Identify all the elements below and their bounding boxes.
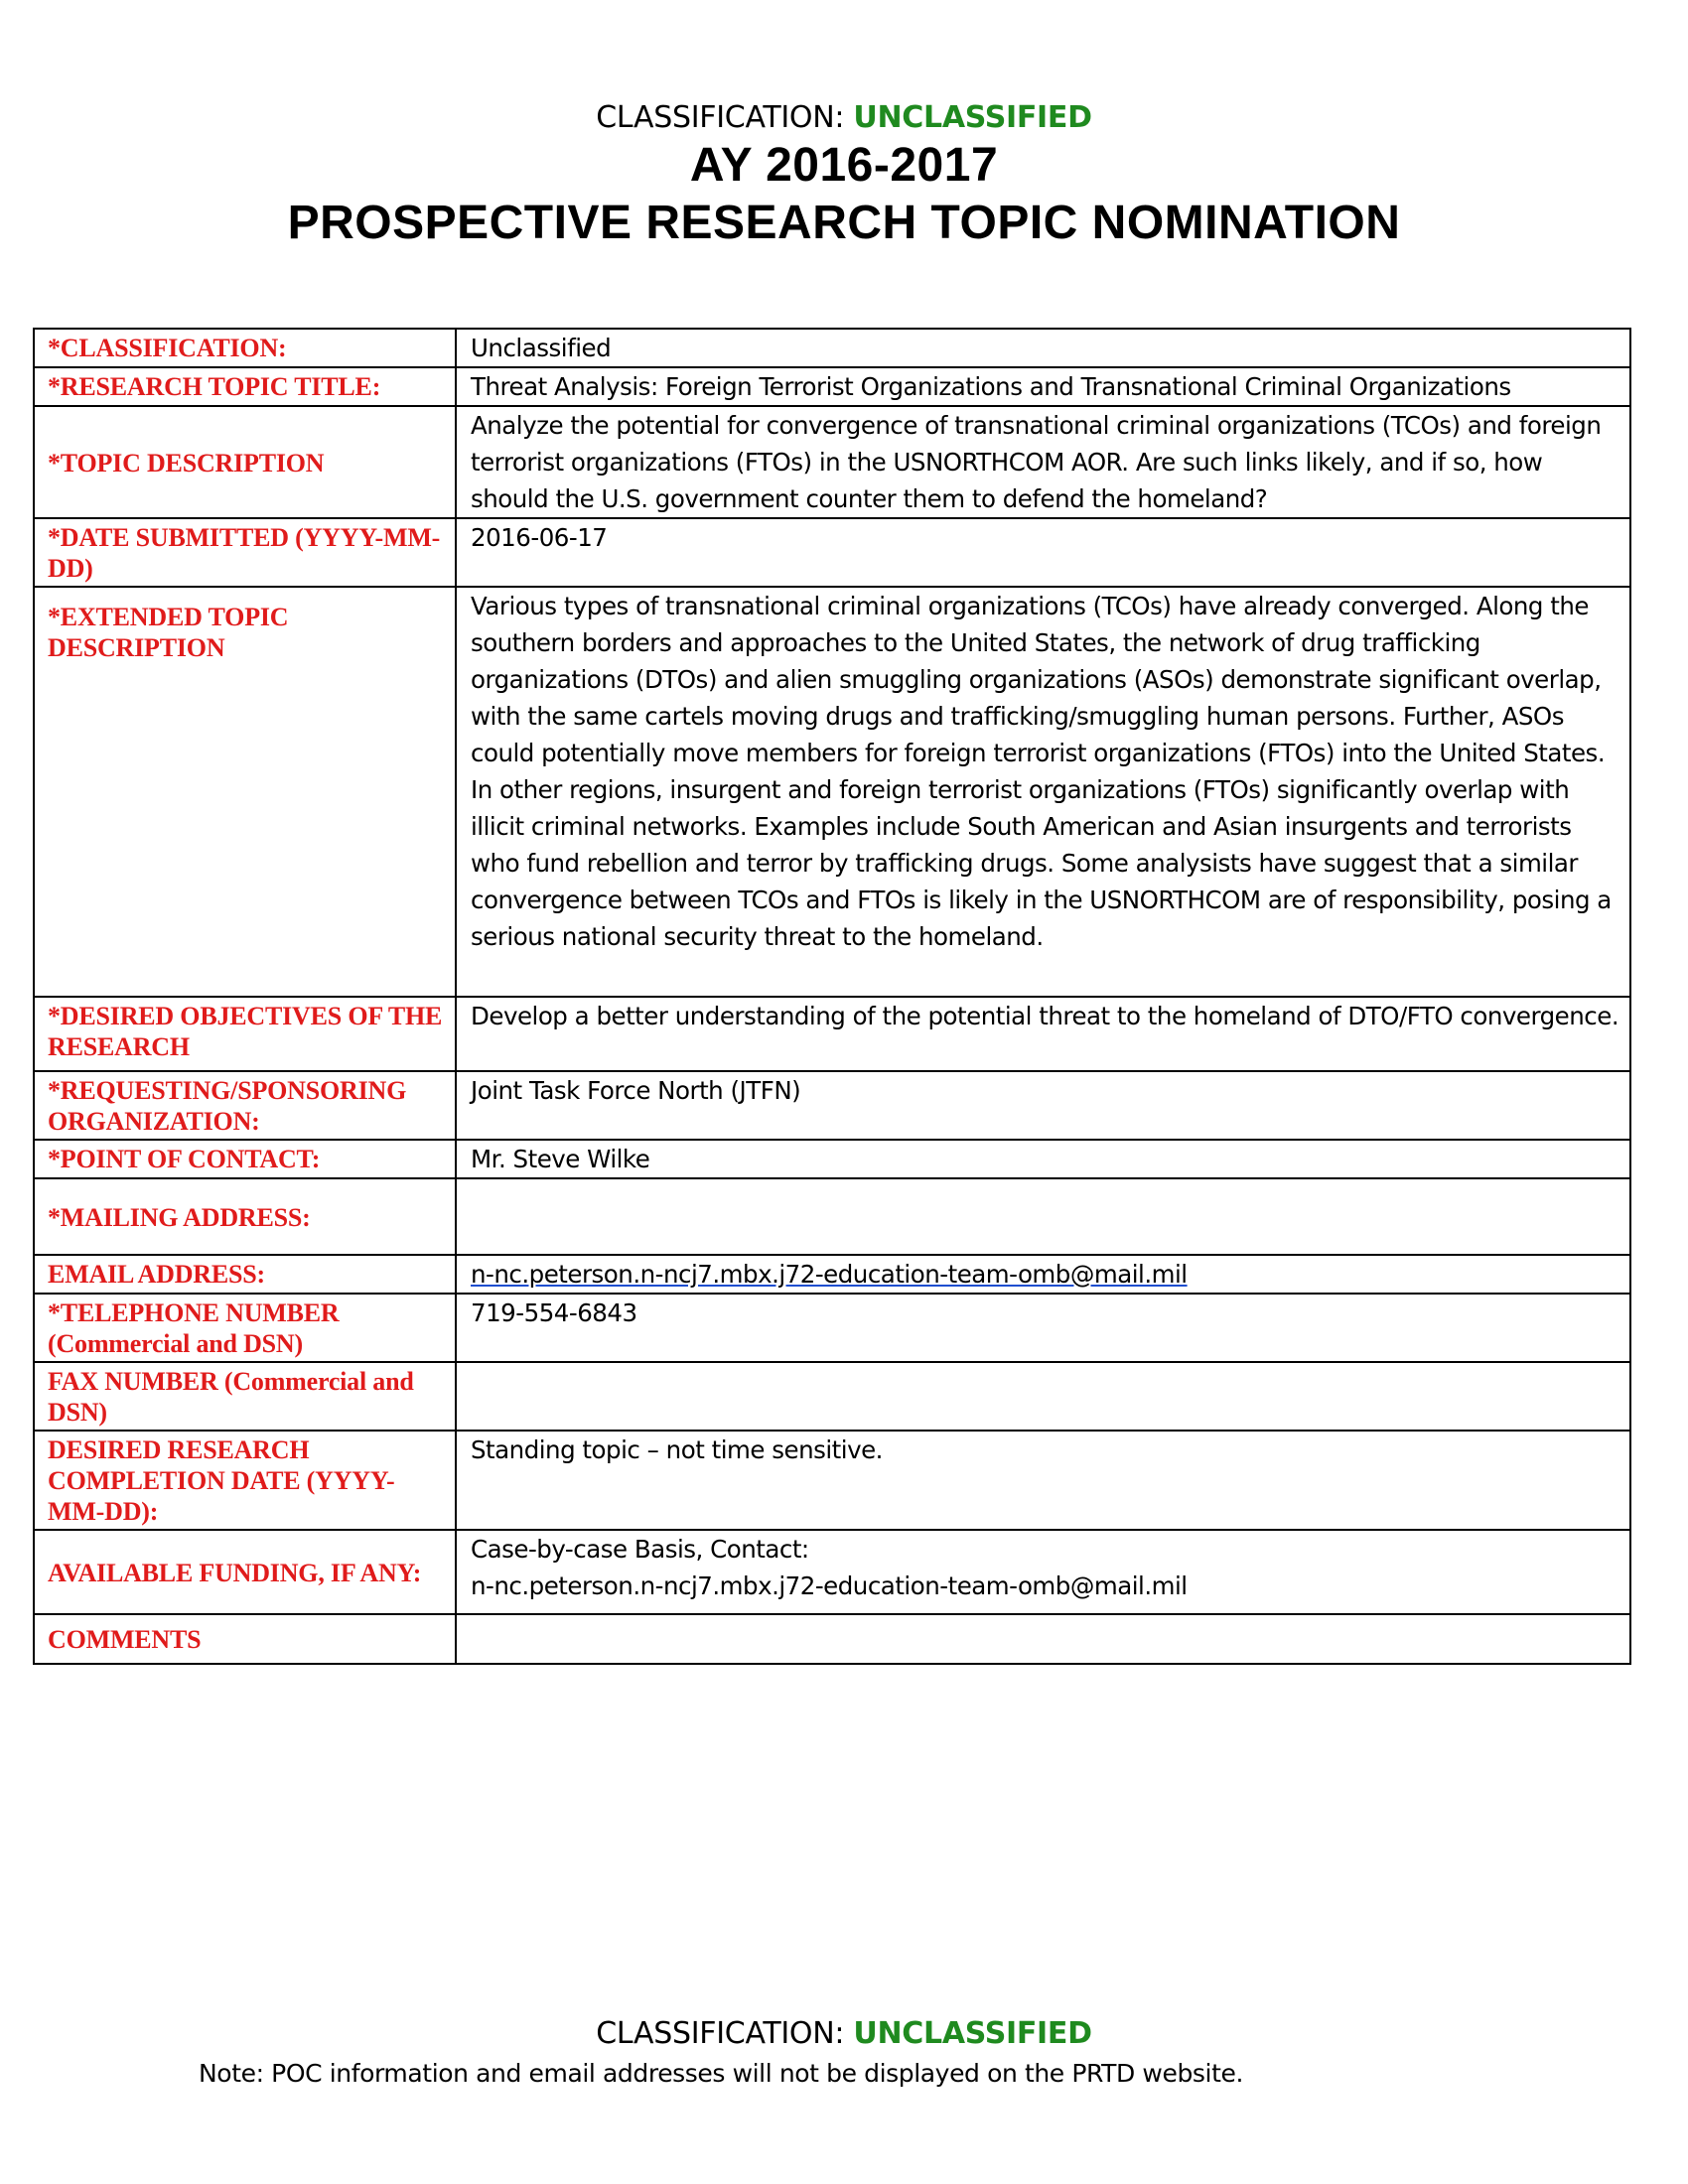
footer-note: Note: POC information and email addresses will not be displayed on the PRTD website. [199,2059,1244,2088]
field-value: Develop a better understanding of the potential threat to the homeland of DTO/FTO convergence. [456,997,1630,1071]
field-label: *DATE SUBMITTED (YYYY-MM-DD) [34,518,456,587]
field-value: Analyze the potential for convergence of transnational criminal organizations (TCOs) and foreign terrorist organizations (FTOs) in the USNORTHCOM AOR. Are such links likely, and if so, how should the U.S. government counter them to defend the homeland? [456,406,1630,518]
row-available-funding [34,1530,1630,1614]
field-value [456,1362,1630,1431]
field-value [456,1614,1630,1664]
email-address-value[interactable]: n-nc.peterson.n-ncj7.mbx.j72-education-team-omb@mail.mil [471,1260,1188,1289]
field-value: Joint Task Force North (JTFN) [456,1071,1630,1140]
document-footer [0,2015,1688,2053]
row-extended-topic-description [34,587,1630,997]
field-value: Unclassified [456,329,1630,367]
field-label: *REQUESTING/SPONSORING ORGANIZATION: [34,1071,456,1140]
row-requesting-organization [34,1071,1630,1140]
field-label: *DESIRED OBJECTIVES OF THE RESEARCH [34,997,456,1071]
row-point-of-contact [34,1140,1630,1178]
document-header [0,99,1688,252]
field-label: AVAILABLE FUNDING, IF ANY: [34,1530,456,1614]
field-label: EMAIL ADDRESS: [34,1255,456,1294]
field-label: *CLASSIFICATION: [34,329,456,367]
field-value: Standing topic – not time sensitive. [456,1431,1630,1530]
field-value: Threat Analysis: Foreign Terrorist Organizations and Transnational Criminal Organizations [456,367,1630,406]
field-label: *EXTENDED TOPIC DESCRIPTION [34,587,456,997]
funding-contact-email: n-nc.peterson.n-ncj7.mbx.j72-education-team-omb@mail.mil [471,1571,1188,1600]
field-value [456,1178,1630,1255]
row-research-topic-title [34,367,1630,406]
field-label: *TELEPHONE NUMBER (Commercial and DSN) [34,1294,456,1362]
field-value: Mr. Steve Wilke [456,1140,1630,1178]
field-label: *RESEARCH TOPIC TITLE: [34,367,456,406]
field-label: *TOPIC DESCRIPTION [34,406,456,518]
field-label: *MAILING ADDRESS: [34,1178,456,1255]
field-value: 2016-06-17 [456,518,1630,587]
row-fax-number [34,1362,1630,1431]
classification-value: UNCLASSIFIED [853,2016,1092,2051]
academic-year: AY 2016-2017 [689,139,999,192]
row-desired-completion-date [34,1431,1630,1530]
row-date-submitted [34,518,1630,587]
classification-label: CLASSIFICATION: [596,2016,845,2051]
field-label: COMMENTS [34,1614,456,1664]
row-classification [34,329,1630,367]
classification-banner-top [0,99,1688,137]
row-desired-objectives [34,997,1630,1071]
field-value: 719-554-6843 [456,1294,1630,1362]
field-value: Various types of transnational criminal organizations (TCOs) have already converged. Along the southern borders and approaches to the United States, the network of drug trafficking organizations (DTOs) and alien smuggling organizations (ASOs) demonstrate significant overlap, with the same cartels moving drugs and trafficking/smuggling human persons. Further, ASOs could potentially move members for foreign terrorist organizations (FTOs) into the United States. In other regions, insurgent and foreign terrorist organizations (FTOs) significantly overlap with illicit criminal networks. Examples include South American and Asian insurgents and terrorists who fund rebellion and terror by trafficking drugs. Some analysists have suggest that a similar convergence between TCOs and FTOs is likely in the USNORTHCOM are of responsibility, posing a serious national security threat to the homeland. [456,587,1630,997]
classification-value: UNCLASSIFIED [853,100,1092,135]
row-mailing-address [34,1178,1630,1255]
field-label: *POINT OF CONTACT: [34,1140,456,1178]
row-comments [34,1614,1630,1664]
classification-label: CLASSIFICATION: [596,100,845,135]
field-label: DESIRED RESEARCH COMPLETION DATE (YYYY-MM-DD): [34,1431,456,1530]
field-label: FAX NUMBER (Commercial and DSN) [34,1362,456,1431]
classification-banner-bottom [0,2015,1688,2053]
nomination-form-table [33,328,1631,1665]
funding-basis: Case-by-case Basis, Contact: [471,1535,809,1564]
page-title: PROSPECTIVE RESEARCH TOPIC NOMINATION [287,197,1401,249]
row-topic-description [34,406,1630,518]
row-email-address [34,1255,1630,1294]
row-telephone-number [34,1294,1630,1362]
